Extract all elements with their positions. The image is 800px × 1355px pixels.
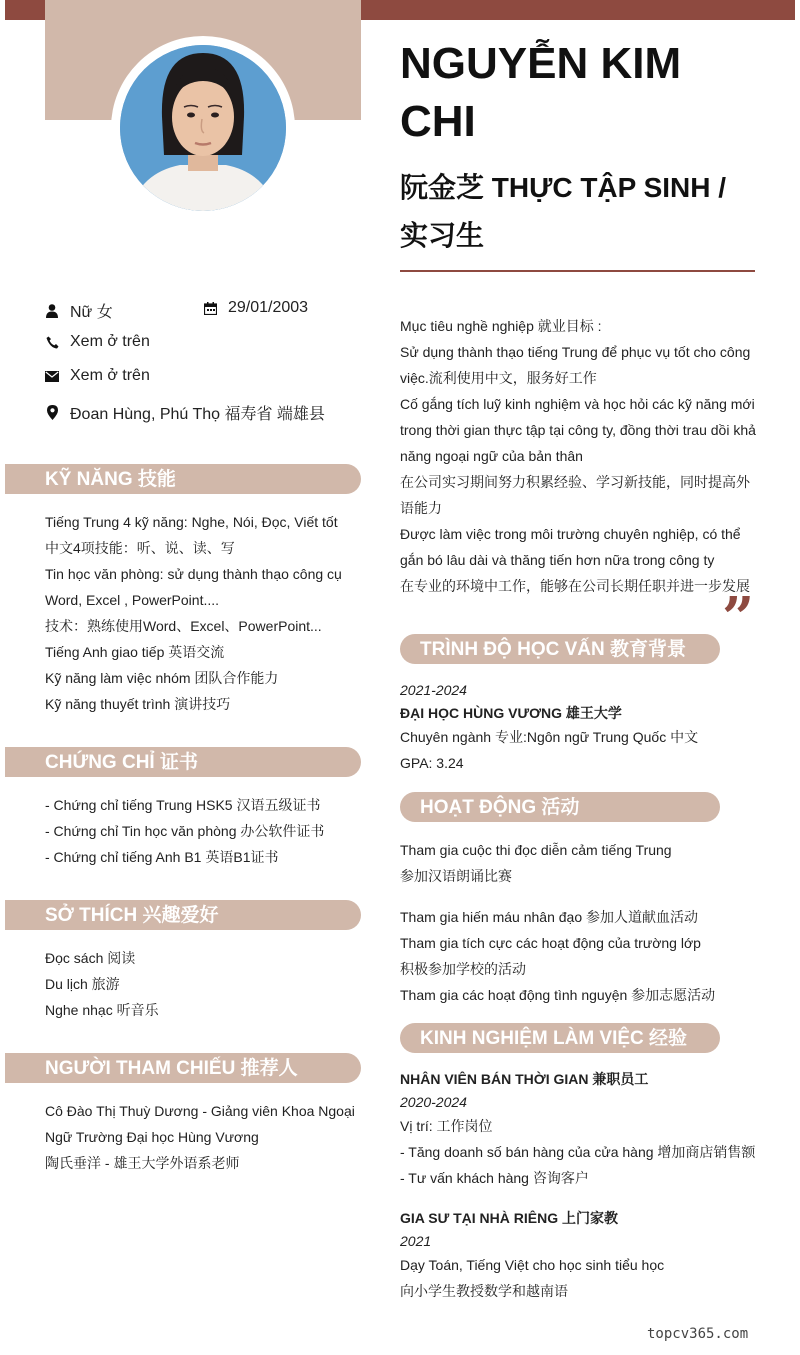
activities-group-1 — [400, 837, 760, 889]
list-item: Du lịch 旅游 — [45, 976, 120, 992]
activities-group-2 — [400, 904, 760, 1008]
list-item: - Chứng chỉ Tin học văn phòng 办公软件证书 — [45, 823, 325, 839]
list-item: 中文4项技能：听、说、读、写 — [45, 540, 235, 556]
hobbies-list — [45, 945, 159, 1023]
certificates-list — [45, 792, 324, 870]
birthdate-text: 29/01/2003 — [228, 299, 309, 316]
list-item: Word, Excel , PowerPoint.... — [45, 592, 220, 608]
list-item: Tiếng Anh giao tiếp 英语交流 — [45, 644, 225, 660]
gender-row — [45, 299, 113, 322]
phone-row — [45, 333, 150, 351]
phone-text: Xem ở trên — [70, 333, 150, 350]
list-item: Tham gia cuộc thi đọc diễn cảm tiếng Trung — [400, 842, 672, 858]
list-item: Tham gia hiến máu nhân đạo 参加人道献血活动 — [400, 909, 699, 925]
list-item: Được làm việc trong môi trường chuyên nghiệp, có thể — [400, 526, 741, 542]
phone-icon — [45, 334, 59, 350]
list-item: Kỹ năng làm việc nhóm 团队合作能力 — [45, 670, 279, 686]
job-entry — [400, 1206, 760, 1304]
map-pin-icon — [45, 405, 59, 421]
email-row — [45, 367, 150, 385]
candidate-title: 阮金芝 THỰC TẬP SINH / 实习生 — [400, 172, 727, 251]
candidate-name: NGUYỄN KIM CHI — [400, 39, 682, 146]
list-item: - Tăng doanh số bán hàng của cửa hàng 增加商店销售额 — [400, 1144, 756, 1160]
portrait-photo — [120, 45, 286, 211]
list-item: 参加汉语朗诵比赛 — [400, 868, 512, 884]
skills-heading: KỸ NĂNG 技能 — [5, 464, 361, 494]
list-item: Cô Đào Thị Thuỳ Dương - Giảng viên Khoa Ngoại — [45, 1103, 355, 1119]
certificates-heading: CHỨNG CHỈ 证书 — [5, 747, 361, 777]
hobbies-heading: SỞ THÍCH 兴趣爱好 — [5, 900, 361, 930]
list-item: Kỹ năng thuyết trình 演讲技巧 — [45, 696, 231, 712]
skills-list — [45, 509, 342, 717]
references-heading: NGƯỜI THAM CHIẾU 推荐人 — [5, 1053, 361, 1083]
gender-text: Nữ 女 — [70, 304, 113, 321]
avatar — [120, 45, 286, 211]
education-school: ĐẠI HỌC HÙNG VƯƠNG 雄王大学 — [400, 705, 622, 721]
list-item: trong thời gian thực tập tại công ty, đồng thời trau dồi khả — [400, 422, 756, 438]
list-item: việc.流利使用中文，服务好工作 — [400, 370, 597, 386]
list-item: Dạy Toán, Tiếng Việt cho học sinh tiểu học — [400, 1257, 665, 1273]
education-gpa: GPA: 3.24 — [400, 755, 464, 771]
education-major: Chuyên ngành 专业:Ngôn ngữ Trung Quốc 中文 — [400, 729, 699, 745]
list-item: 陶氏垂洋 - 雄王大学外语系老师 — [45, 1155, 240, 1171]
education-period: 2021-2024 — [400, 682, 467, 698]
job-entry — [400, 1067, 760, 1191]
education-details — [400, 678, 760, 776]
list-item: Ngữ Trường Đại học Hùng Vương — [45, 1129, 259, 1145]
job-period: 2020-2024 — [400, 1094, 467, 1110]
activities-heading: HOẠT ĐỘNG 活动 — [400, 792, 720, 822]
address-row — [45, 401, 325, 424]
list-item: Mục tiêu nghề nghiệp 就业目标 : — [400, 318, 602, 334]
education-heading: TRÌNH ĐỘ HỌC VẤN 教育背景 — [400, 634, 720, 664]
list-item: Tham gia các hoạt động tình nguyện 参加志愿活动 — [400, 987, 716, 1003]
job-title: GIA SƯ TẠI NHÀ RIÊNG 上门家教 — [400, 1210, 618, 1226]
experience-heading: KINH NGHIỆM LÀM VIỆC 经验 — [400, 1023, 720, 1053]
list-item: năng ngoại ngữ của bản thân — [400, 448, 583, 464]
email-text: Xem ở trên — [70, 367, 150, 384]
list-item: Đọc sách 阅读 — [45, 950, 136, 966]
list-item: gắn bó lâu dài và thăng tiến hơn nữa trong công ty — [400, 552, 715, 568]
list-item: 向小学生教授数学和越南语 — [400, 1283, 568, 1299]
list-item: Cố gắng tích luỹ kinh nghiệm và học hỏi các kỹ năng mới — [400, 396, 755, 412]
list-item: 语能力 — [400, 500, 442, 516]
job-period: 2021 — [400, 1233, 432, 1249]
person-icon — [45, 303, 59, 319]
watermark: topcv365.com — [647, 1326, 749, 1342]
calendar-icon — [203, 300, 217, 316]
quote-icon: ” — [722, 585, 755, 651]
list-item: Nghe nhạc 听音乐 — [45, 1002, 159, 1018]
title-divider — [400, 270, 755, 272]
list-item: 积极参加学校的活动 — [400, 961, 526, 977]
list-item: Sử dụng thành thạo tiếng Trung để phục vụ tốt cho công — [400, 344, 751, 360]
list-item: Tin học văn phòng: sử dụng thành thạo công cụ — [45, 566, 342, 582]
envelope-icon — [45, 368, 59, 384]
list-item: - Chứng chỉ tiếng Trung HSK5 汉语五级证书 — [45, 797, 321, 813]
objective-text — [400, 313, 760, 599]
list-item: - Chứng chỉ tiếng Anh B1 英语B1证书 — [45, 849, 279, 865]
list-item: 在公司实习期间努力积累经验、学习新技能，同时提高外 — [400, 474, 750, 490]
list-item: Tham gia tích cực các hoạt động của trường lớp — [400, 935, 701, 951]
address-text: Đoan Hùng, Phú Thọ 福寿省 端雄县 — [70, 406, 325, 423]
list-item: Vị trí: 工作岗位 — [400, 1118, 493, 1134]
list-item: 技术：熟练使用Word、Excel、PowerPoint... — [45, 618, 322, 634]
list-item: - Tư vấn khách hàng 咨询客户 — [400, 1170, 589, 1186]
list-item: Tiếng Trung 4 kỹ năng: Nghe, Nói, Đọc, Viết tốt — [45, 514, 338, 530]
job-title: NHÂN VIÊN BÁN THỜI GIAN 兼职员工 — [400, 1071, 649, 1087]
references-list — [45, 1098, 355, 1176]
list-item: 在专业的环境中工作，能够在公司长期任职并进一步发展 — [400, 578, 750, 594]
birthdate-row — [203, 299, 308, 317]
